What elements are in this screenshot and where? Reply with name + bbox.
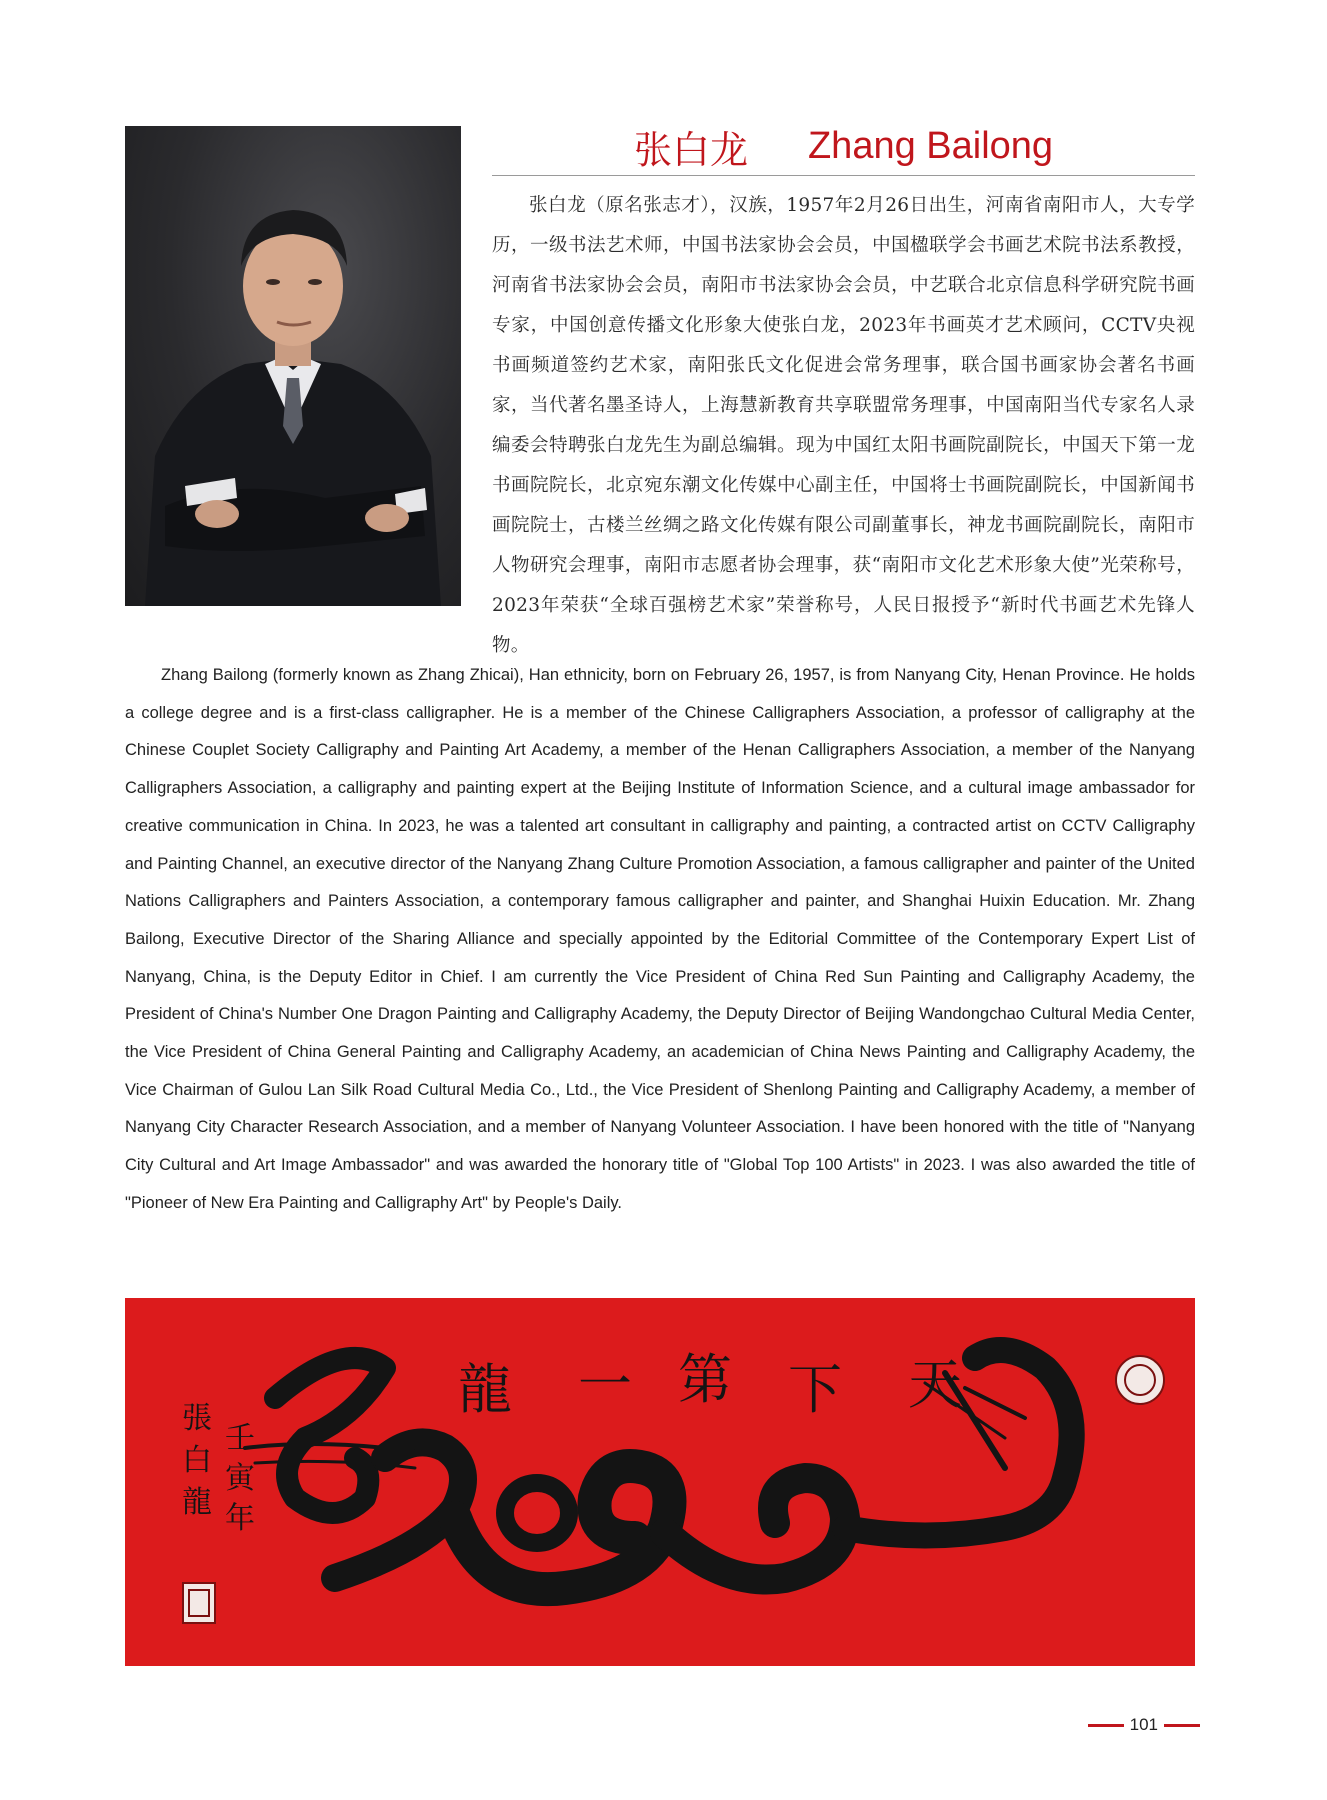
biography-english: Zhang Bailong (formerly known as Zhang Zhicai), Han ethnicity, born on February 26, 1957, is from Nanyang City, Henan Province. He holds a college degree and is a first-class calligrapher. He is a member of the Chinese Calligraphers Association, a professor of calligraphy at the Chinese Couplet Society Calligraphy and Painting Art Academy, a member of the Henan Calligraphers Association, a member of the Nanyang Calligraphers Association, a calligraphy and painting expert at the Beijing Institute of Information Science, and a cultural image ambassador for creative communication in China. In 2023, he was a talented art consultant in calligraphy and painting, a contracted artist on CCTV Calligraphy and Painting Channel, an executive director of the Nanyang Zhang Culture Promotion Association, a famous calligrapher and painter of the United Nations Calligraphers and Painters Association, a contemporary famous calligrapher and painter, and Shanghai Huixin Education. Mr. Zhang Bailong, Executive Director of the Sharing Alliance and specially appointed by the Editorial Committee of the Contemporary Expert List of Nanyang, China, is the Deputy Editor in Chief. I am currently the Vice President of China Red Sun Painting and Calligraphy Academy, the President of China's Number One Dragon Painting and Calligraphy Academy, the Deputy Director of Beijing Wandongchao Cultural Media Center, the Vice President of China General Painting and Calligraphy Academy, an academician of China News Painting and Calligraphy Academy, the Vice Chairman of Gulou Lan Silk Road Cultural Media Co., Ltd., the Vice President of Shenlong Painting and Calligraphy Academy, a member of Nanyang City Character Research Association, and a member of Nanyang Volunteer Association. I have been honored with the title of "Nanyang City Cultural and Art Image Ambassador" and was awarded the honorary title of "Global Top 100 Artists" in 2023. I was also awarded the title of "Pioneer of New Era Painting and Calligraphy Art" by People's Daily. (125, 666, 1195, 1212)
round-seal (1116, 1356, 1164, 1404)
artwork-char-xia: 下 (788, 1358, 842, 1421)
name-english: Zhang Bailong (807, 124, 1054, 167)
calligraphy-artwork (125, 1298, 1195, 1666)
author-portrait-photo (125, 126, 461, 606)
name-chinese: 张白龙 (633, 127, 748, 172)
artwork-inscription-signature: 張白龍 (182, 1401, 212, 1520)
page-number-value: 101 (1129, 1715, 1158, 1734)
page-number-rule-right (1164, 1724, 1200, 1727)
page-title (492, 118, 1195, 174)
artwork-char-long: 龍 (458, 1358, 512, 1421)
biography-chinese: 张白龙（原名张志才），汉族，1957年2月26日出生，河南省南阳市人，大专学历，一级书法艺术师，中国书法家协会会员，中国楹联学会书画艺术院书法系教授，河南省书法家协会会员，南阳市书法家协会会员，中艺联合北京信息科学研究院书画专家，中国创意传播文化形象大使张白龙，2023年书画英才艺术顾问，CCTV央视书画频道签约艺术家，南阳张氏文化促进会常务理事，联合国书画家协会著名书画家，当代著名墨圣诗人，上海慧新教育共享联盟常务理事，中国南阳当代专家名人录编委会特聘张白龙先生为副总编辑。现为中国红太阳书画院副院长，中国天下第一龙书画院院长，北京宛东潮文化传媒中心副主任，中国将士书画院副院长，中国新闻书画院院士，古楼兰丝绸之路文化传媒有限公司副董事长，神龙书画院副院长，南阳市人物研究会理事，南阳市志愿者协会理事，获“南阳市文化艺术形象大使”光荣称号，2023年荣获“全球百强榜艺术家”荣誉称号，人民日报授予“新时代书画艺术先锋人物。 (492, 195, 1195, 656)
artwork-char-yi: 一 (578, 1353, 632, 1416)
page-number-rule-left (1088, 1724, 1124, 1727)
title-divider (492, 175, 1195, 176)
artwork-char-di: 第 (678, 1348, 732, 1411)
page-number (1080, 1713, 1200, 1737)
artwork-char-tian: 天 (908, 1353, 962, 1416)
artwork-inscription-date: 壬寅年 (225, 1421, 255, 1536)
